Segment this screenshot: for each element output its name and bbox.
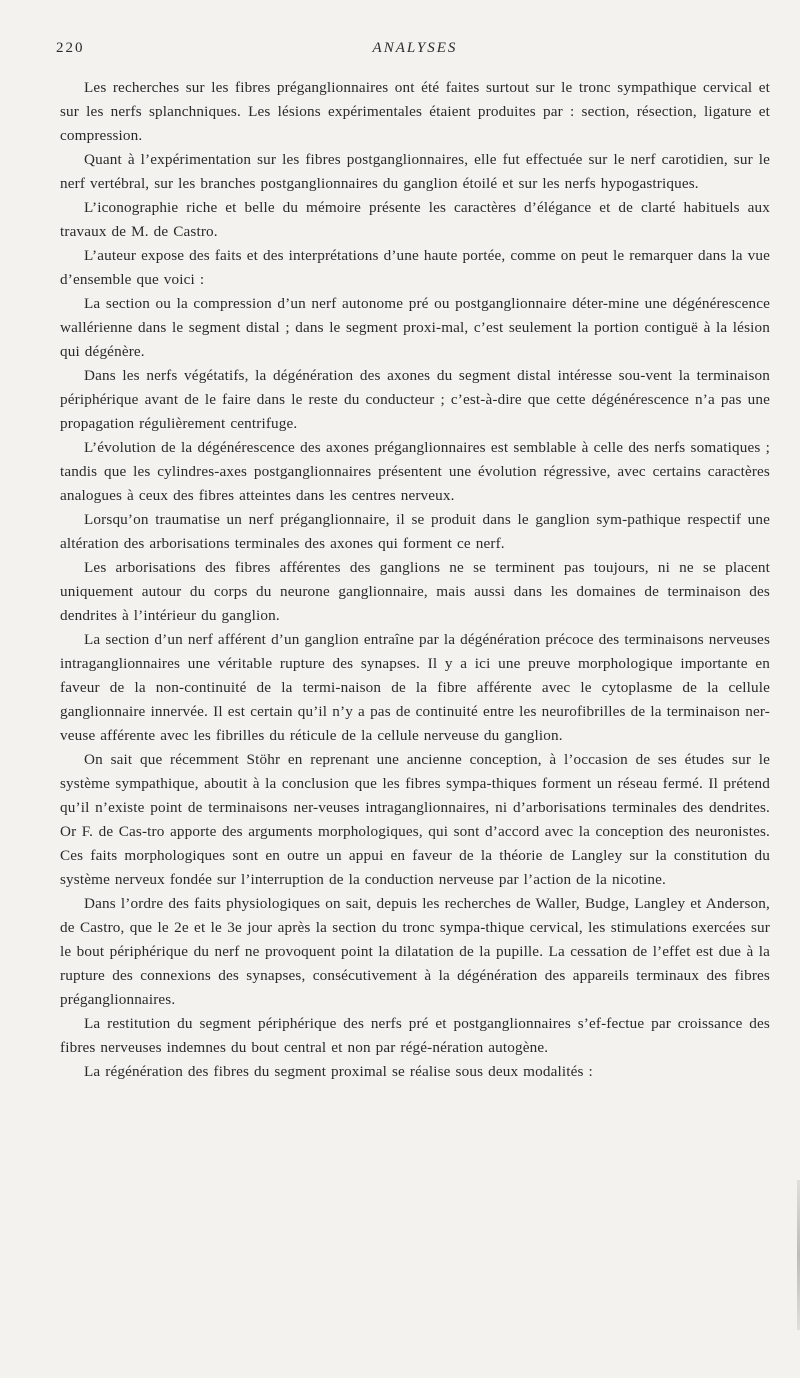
paragraph: Les recherches sur les fibres préganglionnaires ont été faites surtout sur le tronc sympathique cervical et sur les nerfs splanchniques. Les lésions expérimentales étaient produites par : section, résection, ligature et compression. [60,79,770,144]
page [56,40,770,1084]
body-text [60,76,770,1084]
paragraph: Dans les nerfs végétatifs, la dégénération des axones du segment distal intéresse sou-vent la terminaison périphérique avant de le faire dans le reste du conducteur ; c’est-à-dire que cette dégénérescence n’a pas une propagation régulièrement centrifuge. [60,367,770,432]
paragraph: La section d’un nerf afférent d’un ganglion entraîne par la dégénération précoce des terminaisons nerveuses intraganglionnaires une véritable rupture des synapses. Il y a ici une preuve morphologique importante en faveur de la non-continuité de la termi-naison de la fibre afférente avec le cytoplasme de la cellule ganglionnaire innervée. Il est certain qu’il n’y a pas de continuité entre les neurofibrilles de la terminaison ner-veuse afférente avec les fibrilles du réticule de la cellule nerveuse du ganglion. [60,631,770,744]
page-number: 220 [56,40,85,56]
paragraph: On sait que récemment Stöhr en reprenant une ancienne conception, à l’occasion de ses études sur le système sympathique, aboutit à la conclusion que les fibres sympa-thiques forment un réseau fermé. Il prétend qu’il n’existe point de terminaisons ner-veuses intraganglionnaires, ni d’arborisations terminales des dendrites. Or F. de Cas-tro apporte des arguments morphologiques, qui sont d’accord avec la conception des neuronistes. Ces faits morphologiques sont en outre un appui en faveur de la théorie de Langley sur la constitution du système nerveux fondée sur l’interruption de la conduction nerveuse par l’action de la nicotine. [60,751,770,888]
running-title: ANALYSES [372,40,458,56]
paragraph: La restitution du segment périphérique des nerfs pré et postganglionnaires s’ef-fectue par croissance des fibres nerveuses indemnes du bout central et non par régé-nération autogène. [60,1015,770,1056]
paragraph: Les arborisations des fibres afférentes des ganglions ne se terminent pas toujours, ni ne se placent uniquement autour du corps du neurone ganglionnaire, mais aussi dans les domaines de terminaison des dendrites à l’intérieur du ganglion. [60,559,770,624]
paragraph: L’auteur expose des faits et des interprétations d’une haute portée, comme on peut le remarquer dans la vue d’ensemble que voici : [60,247,770,288]
paragraph: Lorsqu’on traumatise un nerf préganglionnaire, il se produit dans le ganglion sym-pathique respectif une altération des arborisations terminales des axones qui forment ce nerf. [60,511,770,552]
paragraph: La régénération des fibres du segment proximal se réalise sous deux modalités : [84,1063,593,1080]
page-header [56,40,770,70]
paragraph: Quant à l’expérimentation sur les fibres postganglionnaires, elle fut effectuée sur le nerf carotidien, sur le nerf vertébral, sur les branches postganglionnaires du ganglion étoilé et sur les nerfs hypogastriques. [60,151,770,192]
paragraph: Dans l’ordre des faits physiologiques on sait, depuis les recherches de Waller, Budge, Langley et Anderson, de Castro, que le 2e et le 3e jour après la section du tronc sympa-thique cervical, les stimulations exercées sur le bout périphérique du nerf ne provoquent point la dilatation de la pupille. La cessation de l’effet est due à la rupture des connexions des synapses, consécutivement à la dégénération des appareils terminaux des fibres préganglionnaires. [60,895,770,1008]
paragraph: L’iconographie riche et belle du mémoire présente les caractères d’élégance et de clarté habituels aux travaux de M. de Castro. [60,199,770,240]
paragraph: La section ou la compression d’un nerf autonome pré ou postganglionnaire déter-mine une dégénérescence wallérienne dans le segment distal ; dans le segment proxi-mal, c’est seulement la portion contiguë à la lésion qui dégénère. [60,295,770,360]
paragraph: L’évolution de la dégénérescence des axones préganglionnaires est semblable à celle des nerfs somatiques ; tandis que les cylindres-axes postganglionnaires présentent une évolution régressive, avec certains caractères analogues à ceux des fibres atteintes dans les centres nerveux. [60,439,770,504]
